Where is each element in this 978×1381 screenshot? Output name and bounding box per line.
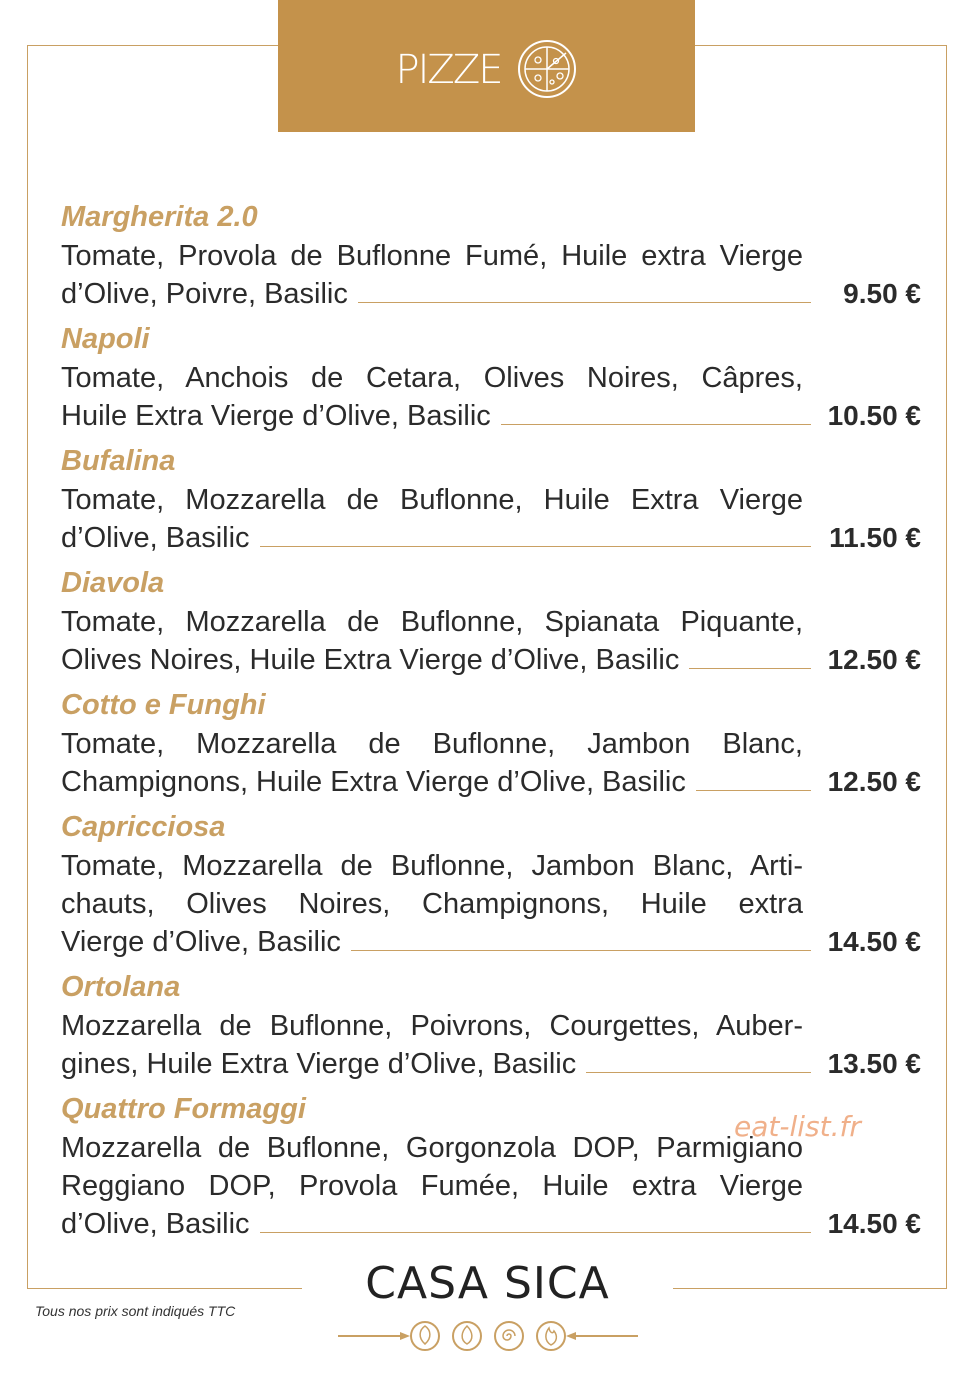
menu-item-description-line: Olives Noires, Huile Extra Vierge d’Olive, Basilic [61, 644, 680, 676]
menu-item-name: Capricciosa [61, 811, 226, 843]
tax-note: Tous nos prix sont indiqués TTC [35, 1303, 236, 1319]
menu-item-price-row [61, 397, 921, 435]
menu-item-price: 12.50 € [827, 766, 921, 797]
menu-item [61, 320, 921, 435]
menu-item-price-row [61, 519, 921, 557]
menu-item [61, 808, 921, 961]
menu-item-name: Diavola [61, 567, 165, 599]
brand-emblem-icon [338, 1316, 638, 1356]
price-leader-line [351, 950, 811, 951]
menu-item-name: Margherita 2.0 [61, 201, 258, 233]
price-leader-line [696, 790, 811, 791]
menu-item-description-line: Tomate, Provola de Buflonne Fumé, Huile extra Vierge [61, 240, 803, 272]
menu-item [61, 198, 921, 313]
menu-item-price: 9.50 € [843, 278, 921, 309]
menu-item-description-line: Champignons, Huile Extra Vierge d’Olive, Basilic [61, 766, 686, 798]
menu-item-description-line: Mozzarella de Buflonne, Gorgonzola DOP, Parmigiano [61, 1132, 803, 1164]
menu-item-name: Napoli [61, 323, 150, 355]
menu-item-name: Quattro Formaggi [61, 1093, 306, 1125]
price-leader-line [260, 1232, 811, 1233]
frame-top-left [27, 45, 279, 46]
menu-item-name: Ortolana [61, 971, 181, 1003]
menu-item-name: Bufalina [61, 445, 176, 477]
menu-item-price: 11.50 € [829, 522, 921, 553]
menu-item-price-row [61, 923, 921, 961]
menu-item-price: 10.50 € [827, 400, 921, 431]
pizza-icon [516, 38, 578, 100]
price-leader-line [260, 546, 811, 547]
price-leader-line [358, 302, 811, 303]
menu-item-description-line: Huile Extra Vierge d’Olive, Basilic [61, 400, 491, 432]
menu-item [61, 564, 921, 679]
frame-left [27, 45, 28, 1289]
menu-item-price-row [61, 1205, 921, 1243]
section-title: PIZZE [395, 47, 502, 93]
menu-item-description-line: Mozzarella de Buflonne, Poivrons, Courgettes, Auber- [61, 1010, 803, 1042]
menu-item-price: 13.50 € [827, 1048, 921, 1079]
watermark: eat-list.fr [734, 1110, 861, 1143]
menu-item [61, 968, 921, 1083]
menu-item-description-line: d’Olive, Basilic [61, 522, 250, 554]
menu-item-description-line: gines, Huile Extra Vierge d’Olive, Basilic [61, 1048, 577, 1080]
menu-item-price: 12.50 € [827, 644, 921, 675]
menu-item-description-line: Reggiano DOP, Provola Fumée, Huile extra Vierge [61, 1170, 803, 1202]
price-leader-line [689, 668, 811, 669]
section-header [278, 0, 695, 132]
menu-item-price: 14.50 € [827, 1208, 921, 1239]
frame-bottom-right [673, 1288, 947, 1289]
frame-bottom-left [27, 1288, 302, 1289]
menu-item-description-line: Vierge d’Olive, Basilic [61, 926, 341, 958]
menu-item [61, 686, 921, 801]
menu-item-price-row [61, 641, 921, 679]
menu-item-description-line: Tomate, Mozzarella de Buflonne, Jambon Blanc, Arti- [61, 850, 803, 882]
menu-item-description-line: Tomate, Mozzarella de Buflonne, Spianata Piquante, [61, 606, 803, 638]
menu-item-price-row [61, 275, 921, 313]
frame-right [946, 45, 947, 1289]
menu-item-name: Cotto e Funghi [61, 689, 266, 721]
menu-item-description-line: chauts, Olives Noires, Champignons, Huile extra [61, 888, 803, 920]
brand-logo: CASA SICA [365, 1258, 610, 1309]
menu-item-price-row [61, 1045, 921, 1083]
pizza-menu-list [61, 198, 921, 1250]
menu-item-price-row [61, 763, 921, 801]
menu-item-description-line: Tomate, Mozzarella de Buflonne, Jambon Blanc, [61, 728, 803, 760]
menu-item-description-line: Tomate, Mozzarella de Buflonne, Huile Extra Vierge [61, 484, 803, 516]
menu-item-description-line: d’Olive, Poivre, Basilic [61, 278, 348, 310]
menu-item-price: 14.50 € [827, 926, 921, 957]
menu-item-description-line: d’Olive, Basilic [61, 1208, 250, 1240]
frame-top-right [695, 45, 947, 46]
price-leader-line [501, 424, 811, 425]
price-leader-line [586, 1072, 811, 1073]
menu-item [61, 442, 921, 557]
menu-item-description-line: Tomate, Anchois de Cetara, Olives Noires, Câpres, [61, 362, 803, 394]
